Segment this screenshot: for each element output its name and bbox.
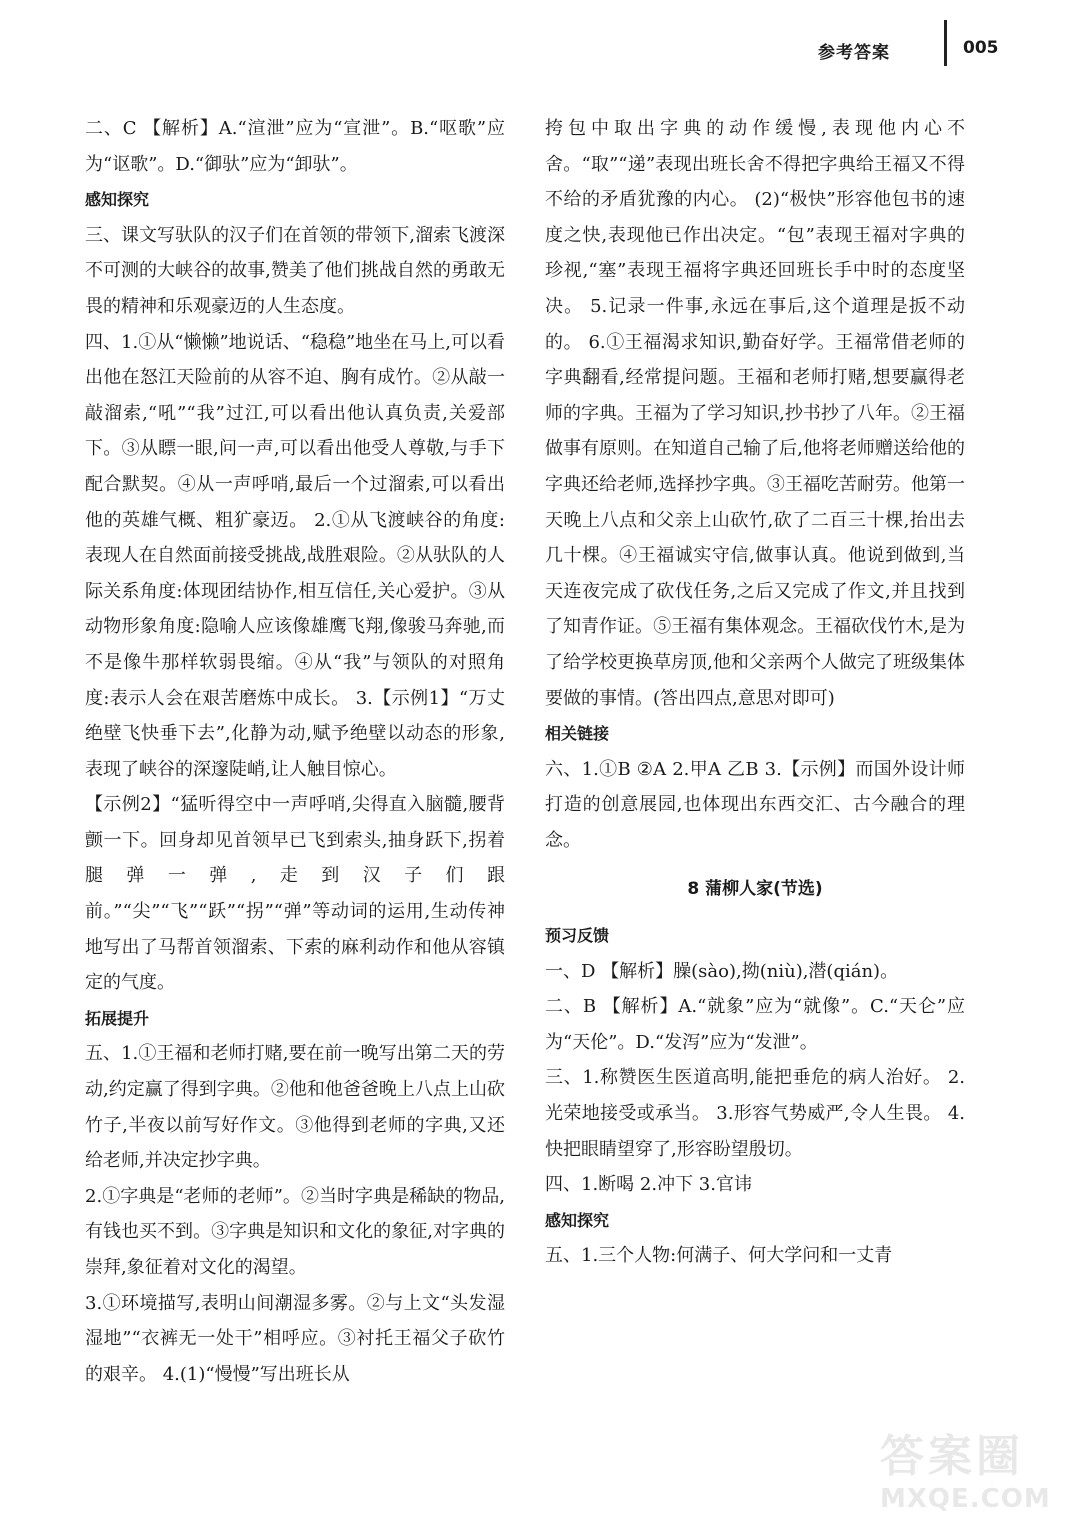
section-heading: 相关链接 (545, 724, 610, 744)
answer-paragraph: 【示例2】“猛听得空中一声呼哨,尖得直入脑髓,腰背颤一下。回身却见首领早已飞到索头,抽身跃下,拐着腿弹一弹,走到汉子们跟前。”“尖”“飞”“跃”“拐”“弹”等动词的运用,生动传神地写出了马帮首领溜索、下索的麻利动作和他从容镇定的气度。 (85, 794, 505, 994)
section-heading: 感知探究 (545, 1210, 610, 1230)
right-column (545, 111, 965, 1274)
page-header (0, 0, 1077, 80)
answer-paragraph: 三、1.称赞医生医道高明,能把垂危的病人治好。 2.光荣地接受或承当。 3.形容气势威严,令人生畏。 4.快把眼睛望穿了,形容盼望殷切。 (545, 1067, 965, 1160)
lesson-title: 8 蒲柳人家(节选) (687, 879, 823, 900)
watermark-url: MXQE.COM (880, 1484, 1051, 1514)
answer-paragraph: 2.①字典是“老师的老师”。②当时字典是稀缺的物品,有钱也买不到。③字典是知识和文化的象征,对字典的崇拜,象征着对文化的渴望。 (85, 1185, 505, 1278)
answer-paragraph: 六、1.①B ②A 2.甲A 乙B 3.【示例】而国外设计师打造的创意展园,也体现出东西交汇、古今融合的理念。 (545, 758, 965, 851)
answer-paragraph: 五、1.三个人物:何满子、何大学问和一丈青 (545, 1245, 893, 1267)
answer-paragraph: 三、课文写驮队的汉子们在首领的带领下,溜索飞渡深不可测的大峡谷的故事,赞美了他们挑战自然的勇敢无畏的精神和乐观豪迈的人生态度。 (85, 224, 505, 317)
section-heading: 拓展提升 (85, 1008, 150, 1028)
answer-paragraph: 二、C 【解析】A.“渲泄”应为“宣泄”。B.“呕歌”应为“讴歌”。D.“御驮”应为“卸驮”。 (85, 118, 505, 175)
answer-paragraph: 二、B 【解析】A.“就象”应为“就像”。C.“天仑”应为“天伦”。D.“发泻”应为“发泄”。 (545, 996, 965, 1053)
left-column (85, 111, 505, 1392)
watermark-logo (880, 1420, 1070, 1530)
header-divider (944, 20, 947, 66)
answer-paragraph: 3.①环境描写,表明山间潮湿多雾。②与上文“头发湿湿地”“衣裤无一处干”相呼应。③衬托王福父子砍竹的艰辛。 4.(1)“慢慢”写出班长从 (85, 1292, 505, 1385)
answer-paragraph: 一、D 【解析】臊(sào),拗(niù),潜(qián)。 (545, 960, 899, 982)
answer-paragraph: 五、1.①王福和老师打赌,要在前一晚写出第二天的劳动,约定赢了得到字典。②他和他爸爸晚上八点上山砍竹子,半夜以前写好作文。③他得到老师的字典,又还给老师,并决定抄字典。 (85, 1043, 505, 1172)
answer-paragraph: 挎包中取出字典的动作缓慢,表现他内心不舍。“取”“递”表现出班长舍不得把字典给王福又不得不给的矛盾犹豫的内心。 (2)“极快”形容他包书的速度之快,表现他已作出决定。“包”表现王福对字典的珍视,“塞”表现王福将字典还回班长手中时的态度坚决。 5.记录一件事,永远在事后,这个道理是扳不动的。 6.①王福渴求知识,勤奋好学。王福常借老师的字典翻看,经常提问题。王福和老师打赌,想要赢得老师的字典。王福为了学习知识,抄书抄了八年。②王福做事有原则。在知道自己输了后,他将老师赠送给他的字典还给老师,选择抄字典。③王福吃苦耐劳。他第一天晚上八点和父亲上山砍竹,砍了二百三十棵,抬出去几十棵。④王福诚实守信,做事认真。他说到做到,当天连夜完成了砍伐任务,之后又完成了作文,并且找到了知青作证。⑤王福有集体观念。王福砍伐竹木,是为了给学校更换草房顶,他和父亲两个人做完了班级集体要做的事情。(答出四点,意思对即可) (545, 118, 965, 709)
answer-paragraph: 四、1.断喝 2.冲下 3.官讳 (545, 1174, 752, 1196)
answer-paragraph: 四、1.①从“懒懒”地说话、“稳稳”地坐在马上,可以看出他在怒江天险前的从容不迫、胸有成竹。②从敲一敲溜索,“吼”“我”过江,可以看出他认真负责,关爱部下。③从瞟一眼,问一声,可以看出他受人尊敬,与手下配合默契。④从一声呼哨,最后一个过溜索,可以看出他的英雄气概、粗犷豪迈。 2.①从飞渡峡谷的角度:表现人在自然面前接受挑战,战胜艰险。②从驮队的人际关系角度:体现团结协作,相互信任,关心爱护。③从动物形象角度:隐喻人应该像雄鹰飞翔,像骏马奔驰,而不是像牛那样软弱畏缩。④从“我”与领队的对照角度:表示人会在艰苦磨炼中成长。 3.【示例1】“万丈绝壁飞快垂下去”,化静为动,赋予绝壁以动态的形象,表现了峡谷的深邃陡峭,让人触目惊心。 (85, 331, 505, 780)
page-number: 005 (963, 38, 999, 58)
section-title: 参考答案 (818, 43, 890, 63)
watermark-logo-text: 答案圈 (880, 1431, 1024, 1482)
section-heading: 预习反馈 (545, 926, 610, 946)
section-heading: 感知探究 (85, 190, 150, 210)
